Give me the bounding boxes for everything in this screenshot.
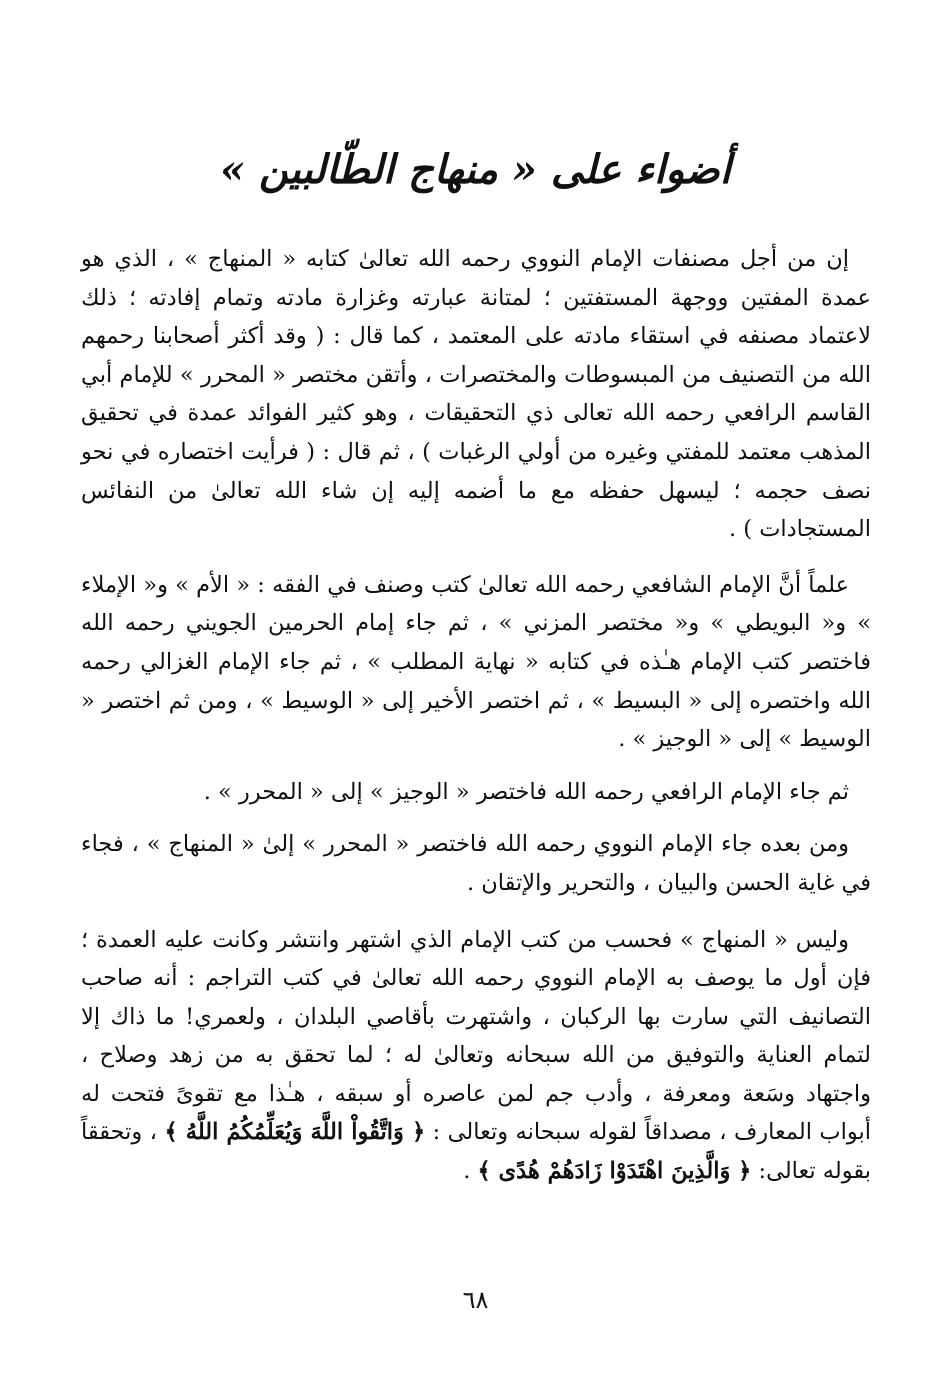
paragraph-nawawi: ومن بعده جاء الإمام النووي رحمه الله فاختصر « المحرر » إلىٰ « المنهاج » ، فجاء في غاية الحسن والبيان ، والتحرير والإتقان . [81,831,871,896]
paragraph-fame-text: وليس « المنهاج » فحسب من كتب الإمام الذي اشتهر وانتشر وكانت عليه العمدة ؛ فإن أول ما يوصف به الإمام النووي رحمه الله تعالىٰ في كتب التراجم : أنه صاحب التصانيف التي سارت بها الركبان ، واشتهرت بأقاصي البلدان ، ولعمري! ما ذاك إلا لتمام العناية والتوفيق من الله سبحانه وتعالىٰ له ؛ لما تحقق به من زهد وصلاح ، واجتهاد وسَعة ومعرفة ، وأدب جم لمن عاصره أو سبقه ، هـٰذا مع تقوىً فتحت له أبواب المعارف ، مصداقاً لقوله سبحانه وتعالى : [81,926,871,1146]
quran-verse-1: ﴿ وَاتَّقُواْ اللَّهَ وَيُعَلِّمُكُمُ اللَّهُ ﴾ [164,1119,426,1146]
page-title: أضواء على « منهاج الطّالبين » [220,146,731,193]
paragraph-fame [81,921,871,1191]
paragraph-rafii: ثم جاء الإمام الرافعي رحمه الله فاختصر « الوجيز » إلى « المحرر » . [203,778,849,805]
paragraph-shafii-works: علماً أنَّ الإمام الشافعي رحمه الله تعالىٰ كتب وصنف في الفقه : « الأم » و« الإملاء » و« البويطي » و« مختصر المزني » ، ثم جاء إمام الحرمين الجويني رحمه الله فاختصر كتب الإمام هـٰذه في كتابه « نهاية المطلب » ، ثم جاء الإمام الغزالي رحمه الله واختصره إلى « البسيط » ، ثم اختصر الأخير إلى « الوسيط » ، ومن ثم اختصر « الوسيط » إلى « الوجيز » . [81,571,871,753]
paragraph-fame-end: . [463,1158,478,1185]
paragraph-intro: إن من أجل مصنفات الإمام النووي رحمه الله تعالىٰ كتابه « المنهاج » ، الذي هو عمدة المفتين ووجهة المستفتين ؛ لمتانة عبارته وغزارة مادته وتمام إفادته ؛ ذلك لاعتماد مصنفه في استقاء مادته على المعتمد ، كما قال : ( وقد أكثر أصحابنا رحمهم الله من التصنيف من المبسوطات والمختصرات ، وأتقن مختصر « المحرر » للإمام أبي القاسم الرافعي رحمه الله تعالى ذي التحقيقات ، وهو كثير الفوائد عمدة في تحقيق المذهب معتمد للمفتي وغيره من أولي الرغبات ) ، ثم قال : ( فرأيت اختصاره في نحو نصف حجمه ؛ ليسهل حفظه مع ما أضمه إليه إن شاء الله تعالىٰ من النفائس المستجادات ) . [81,246,871,543]
document-body [81,240,871,1191]
quran-verse-2: ﴿ وَالَّذِينَ اهْتَدَوْا زَادَهُمْ هُدًى ﴾ [477,1158,752,1185]
paragraph-fame-between: ، وتحققاً بقوله تعالى: [81,1119,871,1185]
page-number: ٦٨ [462,1286,489,1314]
